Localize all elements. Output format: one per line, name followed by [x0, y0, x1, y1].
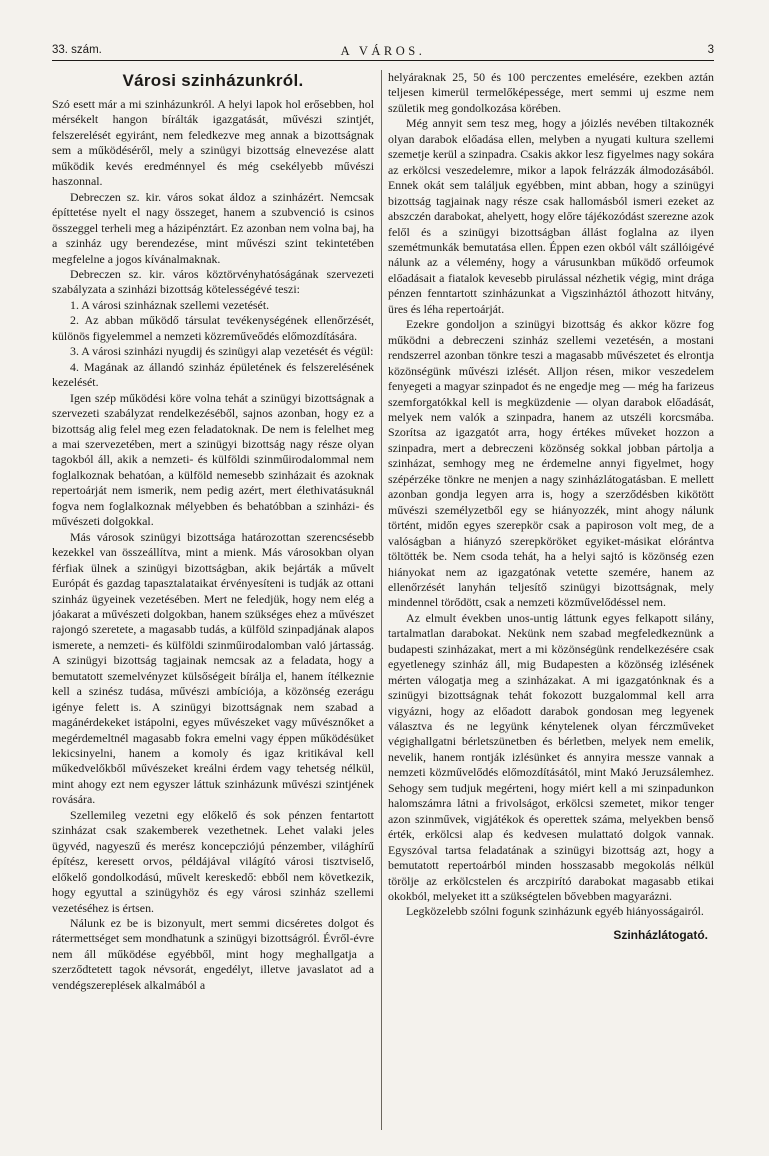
paragraph: Szellemileg vezetni egy előkelő és sok pénzen fentartott szinházat csak szakemberek vezethetnek. Lehet valaki jeles ügyvéd, nagyeszű és merész koncepcziójú pénzember, világhírű építész, keresett orvos, példájával világító városi tisztviselő, előkelő gondolkodású, művelt kereskedő: ebből nem következik, hogy egyuttal a szinügyhöz és egy városi szinház szellemi vezetéséhez is értsen. — [52, 807, 374, 915]
paragraph: Nálunk ez be is bizonyult, mert semmi dicséretes dolgot és rátermettséget sem mondhatunk a szinügyi bizottságról. Évről-évre nem áll működése egyébből, mint hogy meghallgatja a szerződtetett tagok névsorát, engedélyt, illetve javaslatot ad a vendégszereplések alkalmából a — [52, 916, 374, 992]
paragraph: Még annyit sem tesz meg, hogy a jóizlés nevében tiltakoznék olyan darabok előadása ellen, melyben a nyugati kultura szellemi szemetje kerül a szinpadra. Csakis akkor lesz figyelmes nagy sokára az erkölcsi veszedelemre, mikor a lapok felrázzák álmodozásából. Ennek okát sem találjuk egyébben, mint abban, hogy a szinügyi bizottság tagjainak nagy része csak hallomásból ismeri ezeket az abszczén darabokat, ahelyett, hogy előre tájékozódást szerezne azok felől és a szinügyi bizottságban állást foglalna az ilyen szemétmunkák bemutatása ellen. Éppen ezen okból vált szállóigévé nálunk az a vélemény, hogy a várusunkban működő orfeumok előadásait a fiatalok kevesebb pirulással nézhetik végig, mint drága pénzen fenntartott szinházunkat a Vigszinháztól áthozott hitvány, üres és léha repertoárját. — [388, 116, 714, 316]
article-title: Városi szinházunkról. — [122, 71, 304, 90]
header-rule — [52, 60, 714, 61]
left-column — [52, 70, 374, 1130]
right-column — [388, 70, 714, 1130]
paragraph: Az elmult években unos-untig láttunk egyes felkapott silány, tartalmatlan darabokat. Nekünk nem szabad megfeledkeznünk a budapesti szinházakat, mert a mi közönségünk rendelkezésére csak egyetlenegy szinház áll, mig Budapesten a közönség izlésének mérten válogatja meg a szinházakat. A mi igazgatónknak és a szinügyi bizottságnak tehát fokozott buzgalommal kell arra vigyázni, hogy az előadott darabok gondosan meg legyenek választva és ne legyünk kénytelenek olyan férczműveket végighallgatni bérletszünetben és bérletben, melyek nem emelik, nevelik, hanem rontják izlésünket és annyira messze vannak a nemzeti közművelődés előmozdításától, mint Makó Jeruzsálemhez. Sehogy sem tudjuk megérteni, hogy miért kell a mi szinpadunkon halomszámra látni a frivolságot, erkölcsi szemetet, mikor tenger azon szinművek, vigjátékok és operettek száma, melyekben benső érték, erkölcsi alap és kedvesen mulattató dolgok vannak. Egyszóval tartsa feladatának a szinügyi bizottság azt, hogy a bemutatott repertoárból minden hosszasabb megokolás nélkül törölje az erkölcstelen és arczpirító darabokat magasabb etikai okokból, melyeket itt a szükségtelen bővebben magyarázni. — [388, 610, 714, 904]
list-item: 3. A városi szinházi nyugdij és szinügyi alap vezetését és végül: — [70, 344, 374, 359]
page-header — [52, 42, 714, 64]
paragraph: Ezekre gondoljon a szinügyi bizottság és akkor közre fog működni a debreczeni szinház szellemi vezetésén, a mostani rendszerrel azonban tönkre teszi a magasabb művészetet és elrontja közönségünk művészi izlését. Alljon résen, mikor veszedelem fenyegeti a magyar szinpadot és ne engedje meg — még ha farizeus szemforgatókkal kell is megküzdenie — olyan darabok előadását, melyek nem valók a szinpadra, hanem az utszéli korcsmába. Szorítsa az igazgatót arra, hogy értékes műveket hozzon a szinpadra, mert a debreczeni közönség sokkal jobban pártolja a szinházat, semhogy meg ne érdemelne annyi figyelmet, hogy szépérzéke tönkre ne menjen a nagy szinházlátogatásban. E mellett azonban gondja legyen arra is, hogy a szerződésben kikötött művészi személyzetből egy se hiányozzék, mint ahogy nálunk történt, midőn egyes szerepkör csak a papiroson volt meg, de a valóságban a hiányzó szerepköröket egyiket-másikat elórántva töltötték be. Nem csoda tehát, ha a helyi sajtó is közönség ezen hiányokat nem az igazgatónak vetette szemére, hanem az ellenőrzését lanyhán teljesítő szinügyi bizottságnak, mely mindennel törődött, csak a nemzeti közművelődéssel nem. — [388, 317, 714, 610]
list-item: 1. A városi szinháznak szellemi vezetését. — [70, 297, 270, 312]
issue-number: 33. szám. — [52, 44, 102, 56]
paragraph: Legközelebb szólni fogunk szinházunk egyéb hiányosságairól. — [406, 904, 704, 919]
author-signature: Szinházlátogató. — [613, 927, 708, 942]
column-divider — [381, 70, 382, 1130]
list-item: 2. Az abban működő társulat tevékenységének ellenőrzését, különös figyelemmel a nemzeti közreműveődés előmozdítására. — [52, 313, 374, 343]
page-number: 3 — [707, 44, 714, 56]
paragraph: helyáraknak 25, 50 és 100 perczentes emelésére, ezekben aztán teljesen kimerül termelőképessége, mert semmi uj eszme nem születik meg gondolkozása körében. — [388, 70, 714, 115]
paragraph: Debreczen sz. kir. város sokat áldoz a szinházért. Nemcsak építtetése nyelt el nagy összeget, hanem a szubvenció is csinos összeggel terheli meg a házipénztárt. Ez azonban nem volna baj, ha a szinház ugy berendezése, mint művészi szint tekintetében megfelelne a jogos kívánalmaknak. — [52, 189, 374, 266]
paragraph: Igen szép működési köre volna tehát a szinügyi bizottságnak a szervezeti szabályzat rendelkezéséből, sajnos azonban, hogy ez a bizottság alig felel meg ezen feladatoknak. De nem is felelhet meg a mai szervezetében, mert a szinügyi bizottság nagy része olyan tagokból áll, akik a nemzeti- és külföldi szinműirodalommal nem foglalkoznak behatóan, a külföld nemesebb szinházait és azoknak repertoárját nem ismerik, nem pedig azért, mert élethivatásuknál fogva nem foglalkoznak mélyebben és behatóbban a szinházi- és művészeti dolgokkal. — [52, 390, 374, 529]
newspaper-title: A VÁROS. — [340, 44, 426, 58]
paragraph: Más városok szinügyi bizottsága határozottan szerencsésebb kezekkel van összeállítva, mint a mienk. Más városokban olyan férfiak ülnek a szinügyi bizottságban, akik bejárták a művelt Európát és gazdag tapasztalataikat érvényesíteni is tudják az ottani szinház ügyeinek vezetésében. Mert ne feledjük, hogy nem elég a jóakarat a művészeti dolgokban, hanem szükséges ehez a művészet rajongó szeretete, a magasabb tudás, a külföld szinpadjának alapos ismerete, a nemzeti- és külföldi szinműirodalomban való jártasság. A szinügyi bizottság tagjainak nemcsak az a feladata, hogy a bemutatott szemelvényzet külsőségeit bírálja el, hanem ítélkeznie kell a szinész tudása, művészi ambíciója, a közönség ezerágu igénye felett is. A szinügyi bizottságnak nem szabad a magánérdekeket istápolni, egyes művészeket vagy művésznőket a megérdemeltnél magasabb fokra emelni vagy éppen működésüket lekicsinyelni, hanem a komoly és igaz kritikával kell műkedvelőkből művészeket kreálni érdem vagy tehetség nélkül, mint ahogy ezt nem egyszer láttuk szinházunk művészi szintjének rovására. — [52, 529, 374, 807]
list-item: 4. Magának az állandó szinház épületének és felszerelésének kezelését. — [52, 359, 374, 390]
paragraph: Szó esett már a mi szinházunkról. A helyi lapok hol erősebben, hol mérsékelt hangon bírálták igazgatását, művészi szintjét, felszerelését egyiránt, nem feledkezve meg annak a bizottságnak sem a működéséről, mely a szinügyi bizottság elnevezése alatt működik kevés eredménnyel és még csekélyebb művészi haszonnal. — [52, 97, 374, 189]
paragraph: Debreczen sz. kir. város köztörvényhatóságának szervezeti szabályzata a szinházi bizottság kötelességévé teszi: — [52, 266, 374, 297]
